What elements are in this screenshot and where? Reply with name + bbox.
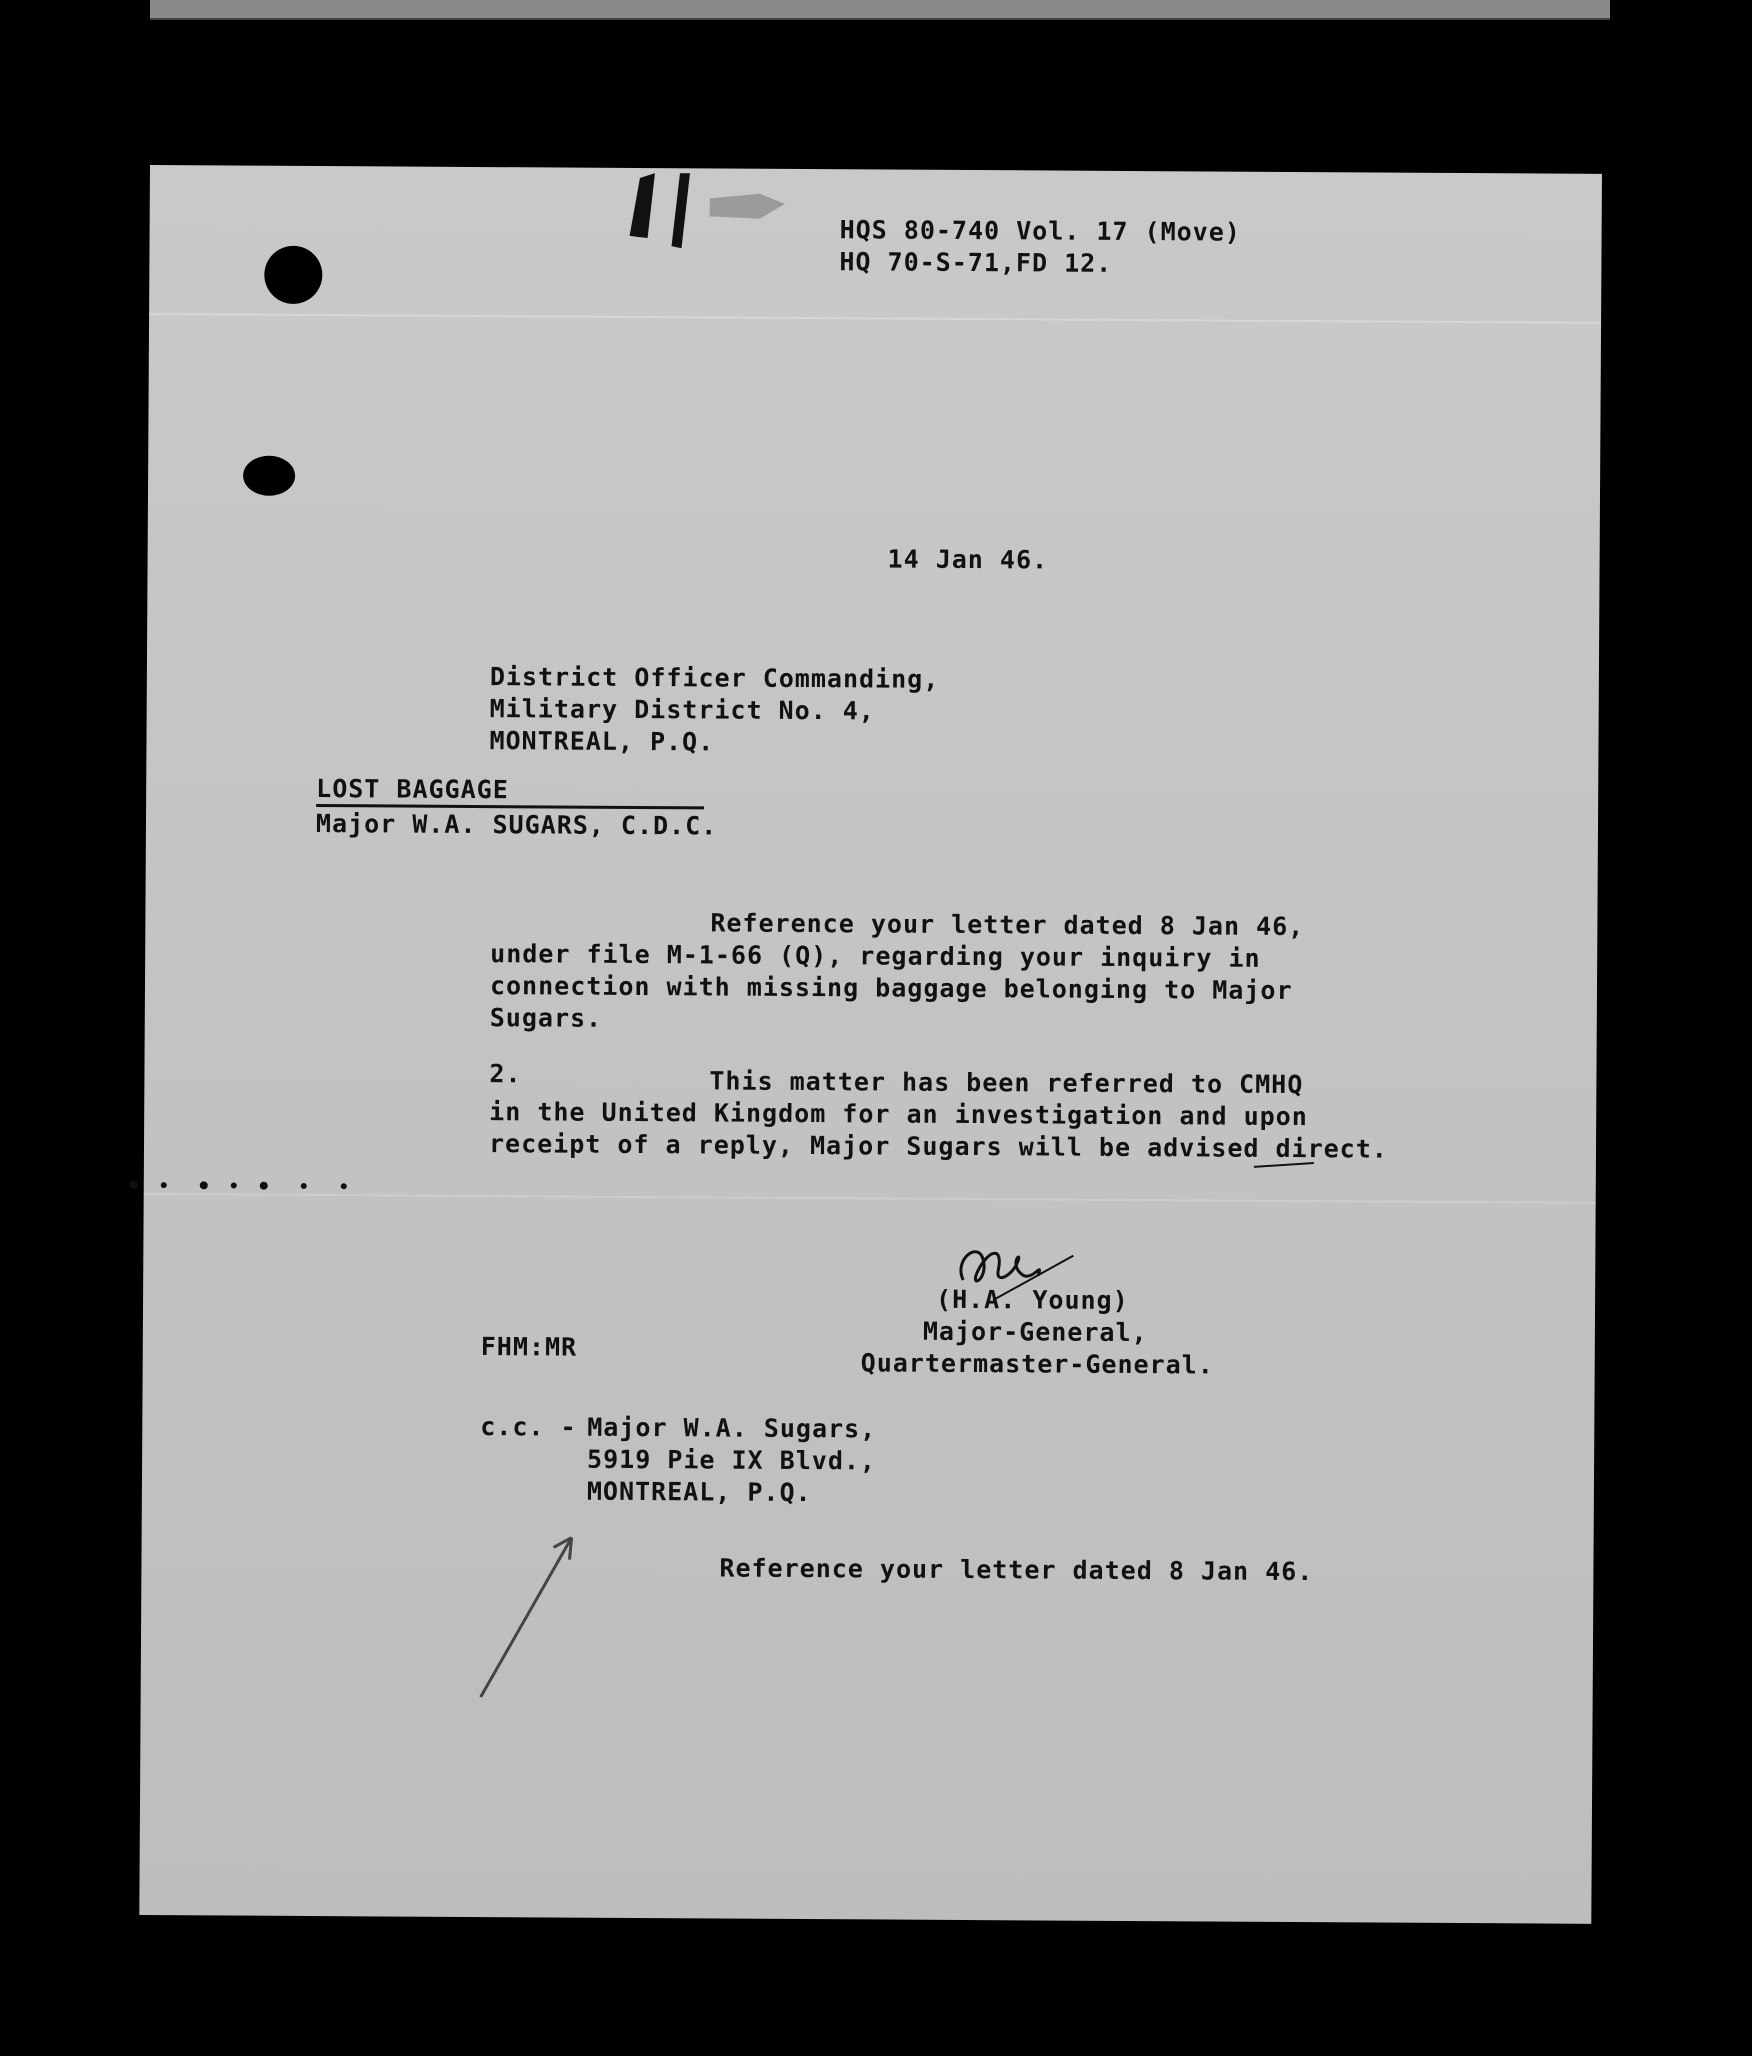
body-para1-line-4: Sugars.	[489, 1003, 603, 1033]
body-para1-line-1: Reference your letter dated 8 Jan 46,	[710, 908, 1305, 942]
typist-initials: FHM:MR	[480, 1332, 578, 1362]
recipient-line-3: MONTREAL, P.Q.	[489, 726, 715, 757]
hand-drawn-arrow	[461, 1517, 602, 1708]
body-para2-line-2: in the United Kingdom for an investigation and upon	[489, 1097, 1308, 1132]
scan-line	[149, 313, 1601, 324]
cc-line-3: MONTREAL, P.Q.	[586, 1476, 812, 1508]
recipient-line-2: Military District No. 4,	[489, 694, 876, 726]
body-para1-line-3: connection with missing baggage belonging to Major	[489, 971, 1293, 1005]
dotted-artifact	[124, 1175, 444, 1197]
signatory-title: Quartermaster-General.	[860, 1348, 1214, 1380]
cc-line-1: Major W.A. Sugars,	[587, 1412, 877, 1444]
punch-hole	[264, 246, 322, 304]
document-page	[139, 165, 1602, 1924]
signatory-name: (H.A. Young)	[935, 1284, 1129, 1315]
punch-hole	[243, 456, 295, 496]
cc-line-2: 5919 Pie IX Blvd.,	[587, 1444, 877, 1476]
body-para2-line-1: This matter has been referred to CMHQ	[709, 1066, 1304, 1100]
cc-note: Reference your letter dated 8 Jan 46.	[719, 1553, 1314, 1587]
file-ref-line-1: HQS 80-740 Vol. 17 (Move)	[839, 215, 1241, 247]
ink-stamp-mark	[609, 168, 830, 259]
subject-heading: LOST BAGGAGE	[316, 774, 509, 805]
recipient-line-1: District Officer Commanding,	[489, 662, 940, 694]
letter-date: 14 Jan 46.	[887, 544, 1049, 575]
file-ref-line-2: HQ 70-S-71,FD 12.	[839, 247, 1113, 278]
body-para2-number: 2.	[489, 1059, 522, 1089]
signatory-rank: Major-General,	[922, 1316, 1148, 1348]
body-para1-line-2: under file M-1-66 (Q), regarding your inquiry in	[490, 939, 1261, 973]
previous-page-edge	[150, 0, 1610, 20]
subject-line-2: Major W.A. SUGARS, C.D.C.	[315, 809, 718, 841]
body-para2-line-3: receipt of a reply, Major Sugars will be advised direct.	[488, 1129, 1388, 1164]
cc-prefix: c.c. -	[480, 1412, 577, 1442]
